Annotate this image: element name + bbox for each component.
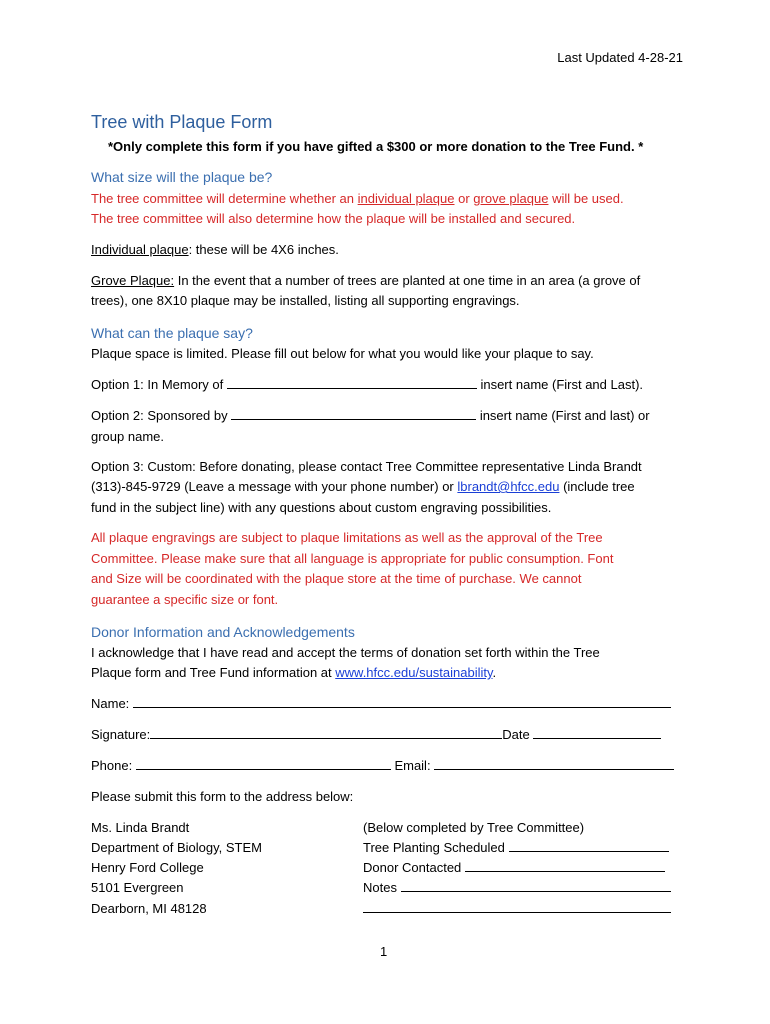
individual-plaque-term: individual plaque — [357, 191, 455, 206]
email-field[interactable] — [434, 756, 674, 770]
size-heading: What size will the plaque be? — [91, 169, 273, 185]
form-subtitle: *Only complete this form if you have gifted a $300 or more donation to the Tree Fund. * — [108, 139, 644, 154]
warning-line-1: All plaque engravings are subject to plaque limitations as well as the approval of the Tree — [91, 530, 603, 545]
sustainability-link[interactable]: www.hfcc.edu/sustainability — [335, 665, 493, 680]
planting-line — [363, 838, 669, 858]
phone-label: Phone: — [91, 758, 136, 773]
option-3-line-2 — [91, 477, 635, 497]
warning-line-4: guarantee a specific size or font. — [91, 592, 279, 607]
contacted-field[interactable] — [465, 858, 665, 872]
red-text: or — [454, 191, 474, 206]
red-text: will be used. — [548, 191, 624, 206]
option-3-line-1: Option 3: Custom: Before donating, please contact Tree Committee representative Linda Brandt — [91, 459, 642, 474]
option-3-text: (313)-845-9729 (Leave a message with your phone number) or — [91, 479, 458, 494]
ack-line-2 — [91, 663, 496, 683]
in-memory-of-field[interactable] — [227, 375, 477, 389]
option-3-text: (include tree — [559, 479, 635, 494]
sponsored-by-field[interactable] — [231, 406, 476, 420]
address-line: Department of Biology, STEM — [91, 840, 262, 855]
notes-line-2 — [363, 899, 671, 919]
committee-heading: (Below completed by Tree Committee) — [363, 820, 585, 835]
form-title: Tree with Plaque Form — [91, 112, 273, 132]
say-heading: What can the plaque say? — [91, 325, 253, 341]
phone-field[interactable] — [136, 756, 391, 770]
address-line: 5101 Evergreen — [91, 880, 184, 895]
address-line: Henry Ford College — [91, 860, 204, 875]
say-intro: Plaque space is limited. Please fill out below for what you would like your plaque to say. — [91, 346, 594, 361]
email-label: Email: — [390, 758, 435, 773]
ack-text: . — [492, 665, 497, 680]
red-text: The tree committee will determine whether an — [91, 191, 358, 206]
option-2-hint: insert name (First and last) or — [476, 408, 650, 423]
option-2-line — [91, 406, 650, 426]
individual-plaque-text: : these will be 4X6 inches. — [188, 242, 339, 257]
phone-line — [91, 756, 674, 776]
notes-field-2[interactable] — [363, 899, 671, 913]
contacted-line — [363, 858, 665, 878]
grove-plaque-line-1 — [91, 271, 640, 291]
warning-line-2: Committee. Please make sure that all language is appropriate for public consumption. Font — [91, 551, 614, 566]
donor-heading: Donor Information and Acknowledgements — [91, 624, 355, 640]
individual-plaque-label: Individual plaque — [91, 242, 189, 257]
contact-email-link[interactable]: lbrandt@hfcc.edu — [457, 479, 560, 494]
date-label: Date — [502, 727, 534, 742]
grove-plaque-text: In the event that a number of trees are planted at one time in an area (a grove of — [174, 273, 641, 288]
name-line — [91, 694, 671, 714]
option-1-line — [91, 375, 643, 395]
notes-field[interactable] — [401, 878, 671, 892]
last-updated: Last Updated 4-28-21 — [557, 50, 683, 65]
option-1-label: Option 1: In Memory of — [91, 377, 227, 392]
grove-plaque-term: grove plaque — [473, 191, 549, 206]
notes-line — [363, 878, 671, 898]
signature-field[interactable] — [150, 725, 502, 739]
page-number: 1 — [380, 944, 388, 959]
address-line: Ms. Linda Brandt — [91, 820, 190, 835]
ack-line-1: I acknowledge that I have read and accept the terms of donation set forth within the Tree — [91, 645, 600, 660]
option-1-hint: insert name (First and Last). — [476, 377, 644, 392]
planting-field[interactable] — [509, 838, 669, 852]
option-3-line-3: fund in the subject line) with any questions about custom engraving possibilities. — [91, 500, 552, 515]
individual-plaque-line — [91, 240, 339, 260]
name-field[interactable] — [133, 694, 671, 708]
submit-intro: Please submit this form to the address below: — [91, 789, 354, 804]
notes-label: Notes — [363, 880, 401, 895]
warning-line-3: and Size will be coordinated with the plaque store at the time of purchase. We cannot — [91, 571, 582, 586]
ack-text: Plaque form and Tree Fund information at — [91, 665, 336, 680]
option-2-line-2: group name. — [91, 429, 164, 444]
signature-line — [91, 725, 661, 745]
date-field[interactable] — [533, 725, 661, 739]
address-line: Dearborn, MI 48128 — [91, 901, 207, 916]
grove-plaque-line-2: trees), one 8X10 plaque may be installed, listing all supporting engravings. — [91, 293, 520, 308]
planting-label: Tree Planting Scheduled — [363, 840, 509, 855]
grove-plaque-label: Grove Plaque: — [91, 273, 175, 288]
signature-label: Signature: — [91, 727, 151, 742]
size-red-line-2: The tree committee will also determine how the plaque will be installed and secured. — [91, 211, 576, 226]
option-2-label: Option 2: Sponsored by — [91, 408, 232, 423]
name-label: Name: — [91, 696, 133, 711]
contacted-label: Donor Contacted — [363, 860, 465, 875]
size-red-line-1 — [91, 189, 624, 209]
